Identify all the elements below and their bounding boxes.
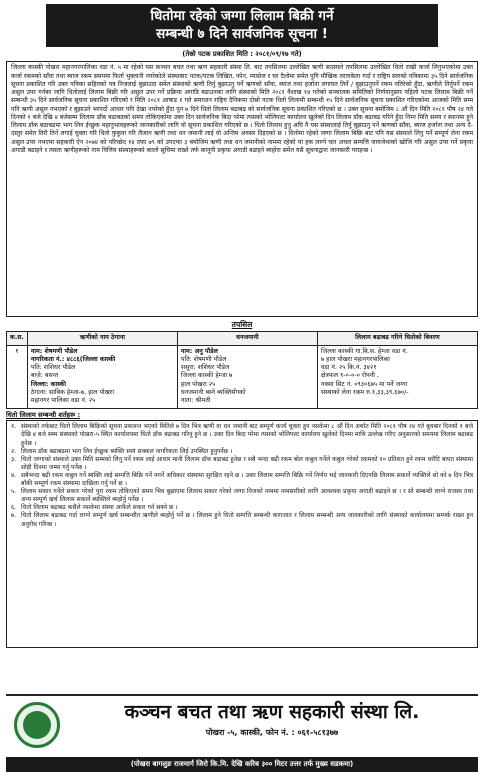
list-item xyxy=(11,423,473,447)
condition-number: २. xyxy=(11,447,17,455)
header-guarantor: धनजमानी xyxy=(177,332,317,345)
list-item xyxy=(11,456,473,472)
header-sn: क.स. xyxy=(7,332,28,345)
table-header-row xyxy=(7,332,478,345)
conditions-list xyxy=(6,420,478,648)
organization-footer xyxy=(6,694,478,772)
cooperative-logo-icon xyxy=(14,702,60,748)
borrower-name: नाम: शेषमणी पौडेल xyxy=(30,347,78,355)
guarantor-relation-label: धनजमानी बस्ने ब्यक्तिसँगको xyxy=(180,389,246,397)
cell-guarantor xyxy=(177,345,317,408)
condition-text: धितो जग्गाको संस्थाले उक्त मिति सम्मको लिनु पर्ने रकम लाई आधार मानी लिलाम डाँक बढाबढ हुनेछ र सबै भन्दा बढी रकम बोल कबुल गर्नेले कबुल गरेको रकमको १० प्रतिशत हुने रकम धरौटि बापत संस्थामा सोही दिनमा जम्मा गर्नु पर्नेछ । xyxy=(21,455,473,471)
cell-collateral xyxy=(317,345,477,408)
condition-number: ६. xyxy=(11,504,17,512)
condition-number: ७. xyxy=(11,512,17,520)
guarantor-husband: पति: शेषमणी पौडेल xyxy=(180,355,227,363)
collateral-line-5: नक्सा सिट नं. ०९३०६७५ मा पर्ने जग्गा xyxy=(320,380,408,388)
cell-borrower xyxy=(27,345,177,408)
notice-title-line1: धितोमा रहेको जग्गा लिलाम बिक्री गर्ने xyxy=(150,8,334,24)
borrower-address: ठेगाना: साबिक हेम्जा-७, हाल पोखरा xyxy=(30,389,115,397)
condition-number: ४. xyxy=(11,471,17,479)
guarantor-district: जिल्ला कास्की हेम्जा ७ xyxy=(180,372,233,380)
logo-emblem xyxy=(23,711,51,739)
table-row xyxy=(7,345,478,408)
collateral-line-4: क्षेत्रफल १-०-०-० रोपनी , xyxy=(320,372,379,380)
details-table xyxy=(6,331,478,408)
guarantor-relation: नाता: श्रीमती xyxy=(180,397,211,405)
header-collateral: लिलाम बढाबढ गरिने धितोको बिवरण xyxy=(317,332,477,345)
condition-number: ३. xyxy=(11,455,17,463)
organization-address: पोखरा -५, कास्की, फोन नं. : ०६१-५८१३७७ xyxy=(205,728,339,737)
collateral-line-3: वडा नं. २५ कि.नं. ३४२१ xyxy=(320,364,377,372)
collateral-line-6: संस्थाको लेना रकम रु.१,३३,३९,६७०/- xyxy=(320,389,409,397)
borrower-district: जिल्ला: कास्की xyxy=(30,380,67,388)
organization-name: कञ्चन बचत तथा ऋण सहकारी संस्था लि. xyxy=(124,701,420,723)
organization-location: (पोखरा बागलुङ राजमार्ग जिरो कि.मि. देखि करिब ३०० मिटर उत्तर तर्फ मुख्य सडकमा) xyxy=(6,757,478,772)
list-item xyxy=(11,472,473,488)
condition-number: १. xyxy=(11,423,17,431)
notice-title-banner xyxy=(46,4,438,47)
condition-text: धितो लिलाम बढाबढ कसैले नसकेमा संस्था आफैले सकार गर्न सक्ने छ । xyxy=(21,504,178,512)
publication-date: (तेस्रो पटक प्रकाशित मिति : २०८१/०९/१७ गते) xyxy=(182,50,302,59)
guarantor-father-in-law: ससुरा: शशिधर पौडेल xyxy=(180,364,230,372)
condition-text: लिलाम सकार गर्नेले सकार गरेको पुरा रकम तोकिएको समय भित्र बुझाएमा लिलाम सकार गरेको जग्गा निजको नाममा नामसारीको लागि आवश्यक प्रकृया अगाडी बढाइने छ । र सो सम्बन्धी लाग्ने राजस्व तथा अन्य सम्पूर्ण खर्च लिलाम सकार्ने ब्यक्तिले ब्यहोर्नु पर्नेछ । xyxy=(21,488,473,504)
header-borrower: ऋणीको नाम ठेगाना xyxy=(27,332,177,345)
borrower-citizenship: नागरिकता नं.: ४८८६(जिल्ला कास्की xyxy=(30,355,116,363)
conditions-title: धितो लिलाम सम्बन्धी शर्तहरू : xyxy=(6,410,81,419)
condition-text: धितो लिलाम बढाबढ गर्दा लाग्ने सम्पूर्ण खर्च सम्बन्धीत ऋणीले ब्यहोर्नु पर्ने छ । लिलाम हुने धितो सम्पत्ति सम्बन्धी कागजात र लिलाम सम्बन्धी अन्य जानकारीको लागि संस्थाको कार्यालयमा सम्पर्क राख्न हुन अनुरोध गरिन्छ । xyxy=(21,512,473,528)
condition-text: सबैभन्दा बढी रकम कबुल गर्ने ब्यक्ति लाई सम्पत्ति बिक्रि गर्ने नगर्ने अधिकार संस्थामा सुरक्षित रहने छ । उक्त लिलाम सम्पत्ति बिक्रि गर्ने निर्णय भई जानकारी दिएपछि लिलाम सकार्ने व्यक्तिले सो को ७ दिन भित्र बाँकी सम्पूर्ण रकम संस्थामा दाखिला गर्नु पर्ने छ । xyxy=(21,471,473,488)
condition-number: ५. xyxy=(11,488,17,496)
borrower-address-cont: महानगर पालिका वडा नं. २५ xyxy=(30,397,96,405)
list-item xyxy=(11,448,473,456)
condition-text: संस्थाको तर्फबाट धितो लिलाम बिक्रिको सूचना प्रकाशन भएको मितिले ७ दिन भित्र ऋणी वा धन जमानी बाट सम्पूर्ण कर्जा चुक्ता हुन नसकेमा ८ औं दिन अर्थात मिति २०८१ पौष २४ गते बुधबार दिनको १ बजे देखि ४ बजे सम्म संस्थाको पोखरा-५ स्थित कार्यालयमा धितो डाँक बढाबढ गरिनु हुने छ । उक्त दिन बिदा परेमा त्यसको भोलिपल्ट कार्यालय खुलेको दिनमा माथि उल्लेख गरिए अनुसारको समयमा लिलाम बढाबढ हुनेछ । xyxy=(21,423,473,447)
guarantor-name: नाम: अनु पौडेल xyxy=(180,347,218,355)
borrower-grandfather: बाजे: बसन्त xyxy=(30,372,59,380)
cell-sn: १ xyxy=(7,345,28,408)
guarantor-current-address: हाल पोखरा २५ xyxy=(180,380,216,388)
collateral-line-2: ७ हाल पोखरा महानगरपालिका xyxy=(320,355,390,363)
list-item xyxy=(11,512,473,528)
list-item xyxy=(11,488,473,504)
borrower-husband: पति: शशिधर पौडेल xyxy=(30,364,76,372)
notice-title-line2: सम्बन्धी ७ दिने सार्वजनिक सूचना ! xyxy=(156,26,328,43)
notice-body: जिल्ला कास्की पोखरा महानगरपालिका वडा नं. ५ मा रहेको यस कञ्चन बचत तथा ऋण सहकारी संस्था लि. बाट तपसिलमा उल्लेखित ऋणी सदस्यले तपसिलमा उल्लेखित धितो राखी कर्जा लिनुभएकोमा उक्त कर्जा रकमको साँवा तथा ब्याज रकम समयमा फिर्ता भुक्तानी नगरेकोले संस्थाबाट पटक/पटक लिखित, फोन, म्यासेज र घर दैलोमा समेत पुगि मौखिक तरताकेता गर्दा र राष्ट्रिय स्तरको पत्रिकामा ३५ दिने सार्वजनिक सूचना प्रकाशित गरि उक्त पत्रिका सहितको पत्र निजलाई बुझाउदा समेत संस्थाको ऋणी तिर्नु बुझाउनु पर्ने ऋणको साँवा, ब्याज तथा हर्जाना लगायत तिर्ने / बुझाउनुपर्ने रकम नतिरेको हुँदा, ऋणीले तिर्नुपर्ने रकम असुल उपर गर्नका लागि धितोलाई लिलाम बिक्री गरि असुल उपर गर्ने प्रक्रिया अगाडि बढाउनका लागि संस्थाको मिति २०८१ वैशाख १४ गतेको सञ्चालक समितिको निर्णयानुसार पहिलो पटक लिलाम बिक्री गर्ने सम्बन्धी ३५ दिने सार्वजनिक सूचना प्रकाशित गरिएको र मिति २०८१ आषाढ १ गते समाधान राष्ट्रिय दैनिकमा दोस्रो पटक धितो लिलामी सम्बन्धी १५ दिने सार्वजनिक सूचना प्रकाशित गरिएकोमा आजको मिति सम्म पनि ऋणी असुल नभएको र बुझाउने भरपर्दो आधार पनि देखा नपरेको हुँदा पुन ७ दिने धितो लिलाम बढाबढ को सार्वजनिक सूचना प्रकाशित गरिएको छ । उक्त सूचना बमोजिम ८ औं दिन मिति २०८१ पौष २४ गते दिनको १ बजे देखि ४ बजेसम्म लिलाम डाँक बढाबढको समय तोकिएकोमा उक्त दिन सार्वजनिक बिदा परेमा त्यसको भोलिपल्ट कार्यालय खुलेको दिन लिलाम डाँक बढाबढ गरिने हुँदा निम्न मिति समय र स्थानमा हुने लिलाम डाँक बढाबढमा भाग लिन ईच्छुक महानुभावहरूको जानकारीको लागि यो सूचना प्रकाशित गरिएको छ । धितो लिलाम हुनु अघि नै यस संस्थालाई तिर्नु बुझाउनु पर्ने ऋणको साँवा, ब्याज हर्जाना तथा अन्य दै-दस्तुर समेत तिरी तिर्ने लगाई चुक्ता गरि धितो फुकुवा गरि लैजान ऋणी तथा धन जमानी लाई यो अन्तिम अवसर दिइएको छ । धितोमा रहेको जग्गा लिलाम बिक्रि बाट पनि यस संस्थाले लिनु पर्ने सम्पूर्ण लेना रकम असुल उपर नभएमा सहकारी ऐन २०७४ को परिच्छेद १४ दफा ७९ को उपदफा ३ बमोजिम ऋणी तथा धन जमानीको नाममा रहेको या हक लाग्ने चल अचल सम्पत्ति जायजेथाको खोजि गरि असुल उपर गर्ने प्रकृया अगाडी बढाइने र त्यस्ता ऋणीहरूको नाम वित्तिय संस्थाहरूको कालो सूचिमा राख्ने तर्फ कानूनी प्रकृया अगाडी बढाइने ब्यहोरा समेत यसै सूचनाद्वारा जानकारी गराइन्छ । xyxy=(6,61,478,317)
details-section-title: तपसिल xyxy=(231,320,253,330)
condition-text: लिलाम डाँक बढाबढमा भाग लिन ईच्छुक ब्यक्ति स्वयं सक्कल नागरिकता लिई उपस्थित हुनुपर्नेछ । xyxy=(21,447,233,455)
collateral-line-1: जिल्ला कास्की गा.बि.स. हेम्जा वडा नं. xyxy=(320,347,408,355)
